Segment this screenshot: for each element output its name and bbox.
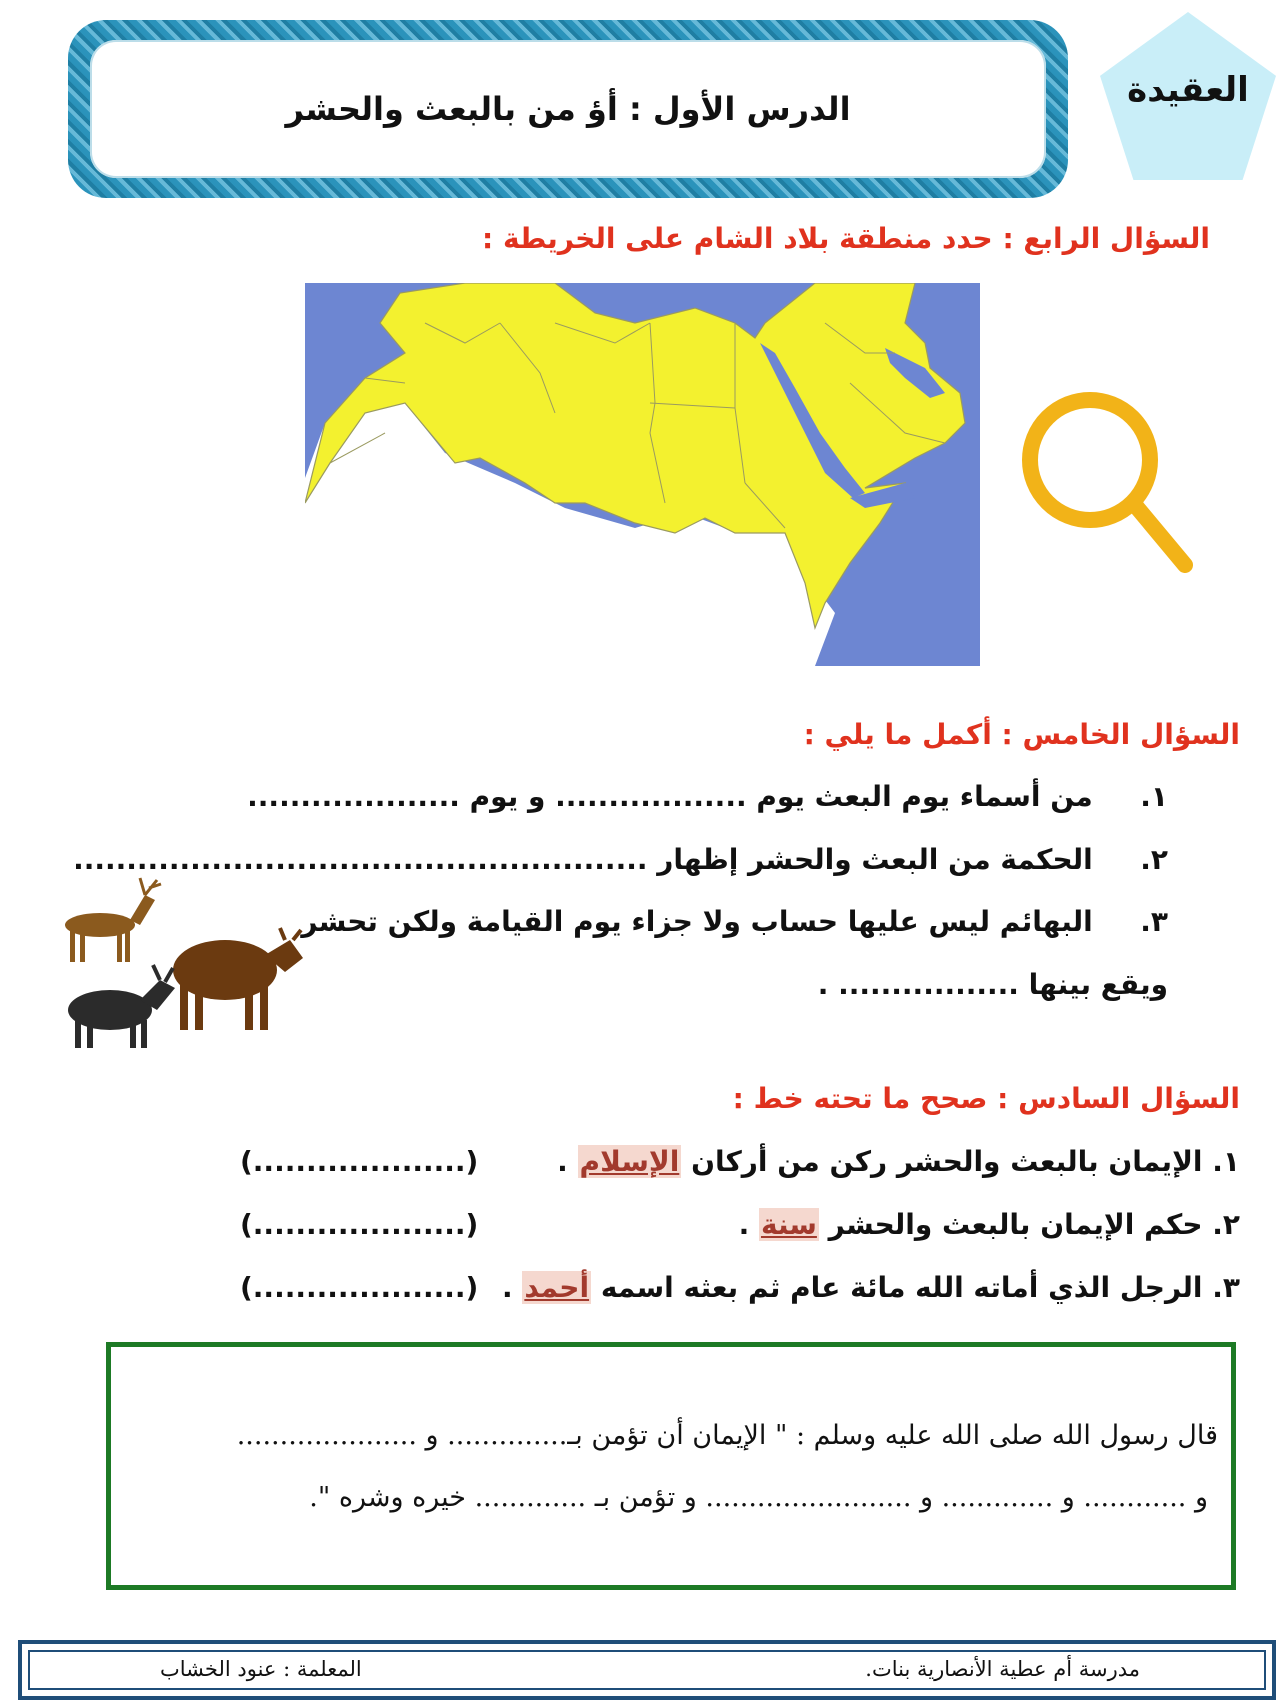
- footer-teacher: المعلمة : عنود الخشاب: [160, 1657, 362, 1681]
- q6-item-3-underlined: أحمد: [524, 1271, 590, 1304]
- q5-item-3-num: ٣.: [1140, 905, 1168, 938]
- footer-school: مدرسة أم عطية الأنصارية بنات.: [865, 1657, 1140, 1681]
- q6-item-3-text: الرجل الذي أماته الله مائة عام ثم بعثه اسمه: [600, 1271, 1203, 1304]
- q5-item-3: [301, 905, 1168, 938]
- q6-item-1-text: الإيمان بالبعث والحشر ركن من أركان: [691, 1145, 1203, 1178]
- q6-item-1-answer[interactable]: (....................): [240, 1145, 479, 1178]
- hadith-line-1: قال رسول الله صلى الله عليه وسلم : " الإيمان أن تؤمن بـ.............. و .....................: [236, 1420, 1218, 1451]
- q5-item-1: [247, 780, 1168, 813]
- q6-item-3-num: ٣.: [1212, 1271, 1240, 1304]
- hadith-line-2: و ............ و ............. و ........................ و تؤمن بـ ............. خيره وشره ".: [309, 1482, 1208, 1513]
- q6-item-3-answer[interactable]: (....................): [240, 1271, 479, 1304]
- q4-heading: السؤال الرابع : حدد منطقة بلاد الشام على الخريطة :: [482, 222, 1210, 255]
- q5-item-3-text: البهائم ليس عليها حساب ولا جزاء يوم القيامة ولكن تحشر: [301, 905, 1093, 938]
- q5-item-2-text: الحكمة من البعث والحشر إظهار ......................................................: [73, 843, 1093, 876]
- q5-item-1-num: ١.: [1140, 780, 1168, 813]
- q5-item-2-num: ٢.: [1140, 843, 1168, 876]
- q6-heading: السؤال السادس : صحح ما تحته خط :: [732, 1082, 1240, 1115]
- cow-icon: [173, 928, 303, 1030]
- arab-world-map[interactable]: [305, 283, 980, 666]
- q5-item-3-cont: ويقع بينها ................. .: [817, 968, 1168, 1001]
- q6-item-1-underlined: الإسلام: [579, 1145, 680, 1178]
- q6-item-3-after: .: [501, 1271, 513, 1304]
- q6-item-2-num: ٢.: [1212, 1208, 1240, 1241]
- q6-item-3: [240, 1271, 1240, 1304]
- q6-item-2: [240, 1208, 1240, 1241]
- q6-item-2-after: .: [738, 1208, 750, 1241]
- q6-item-2-answer[interactable]: (....................): [240, 1208, 479, 1241]
- q6-item-2-text: حكم الإيمان بالبعث والحشر: [828, 1208, 1203, 1241]
- hadith-box: [106, 1342, 1236, 1590]
- q6-item-1: [240, 1145, 1240, 1178]
- magnifier-icon: [1015, 385, 1195, 580]
- q5-item-1-text: من أسماء يوم البعث يوم .................. و يوم ....................: [247, 780, 1093, 813]
- q6-item-2-underlined: سنة: [760, 1208, 817, 1241]
- q6-item-1-num: ١.: [1212, 1145, 1240, 1178]
- goat-icon: [68, 965, 175, 1048]
- q6-item-1-after: .: [557, 1145, 568, 1178]
- deer-icon: [65, 878, 161, 962]
- subject-label: العقيدة: [1127, 70, 1249, 110]
- lesson-title: الدرس الأول : أؤ من بالبعث والحشر: [285, 90, 851, 128]
- animals-illustration: [45, 870, 305, 1050]
- q5-heading: السؤال الخامس : أكمل ما يلي :: [803, 718, 1240, 751]
